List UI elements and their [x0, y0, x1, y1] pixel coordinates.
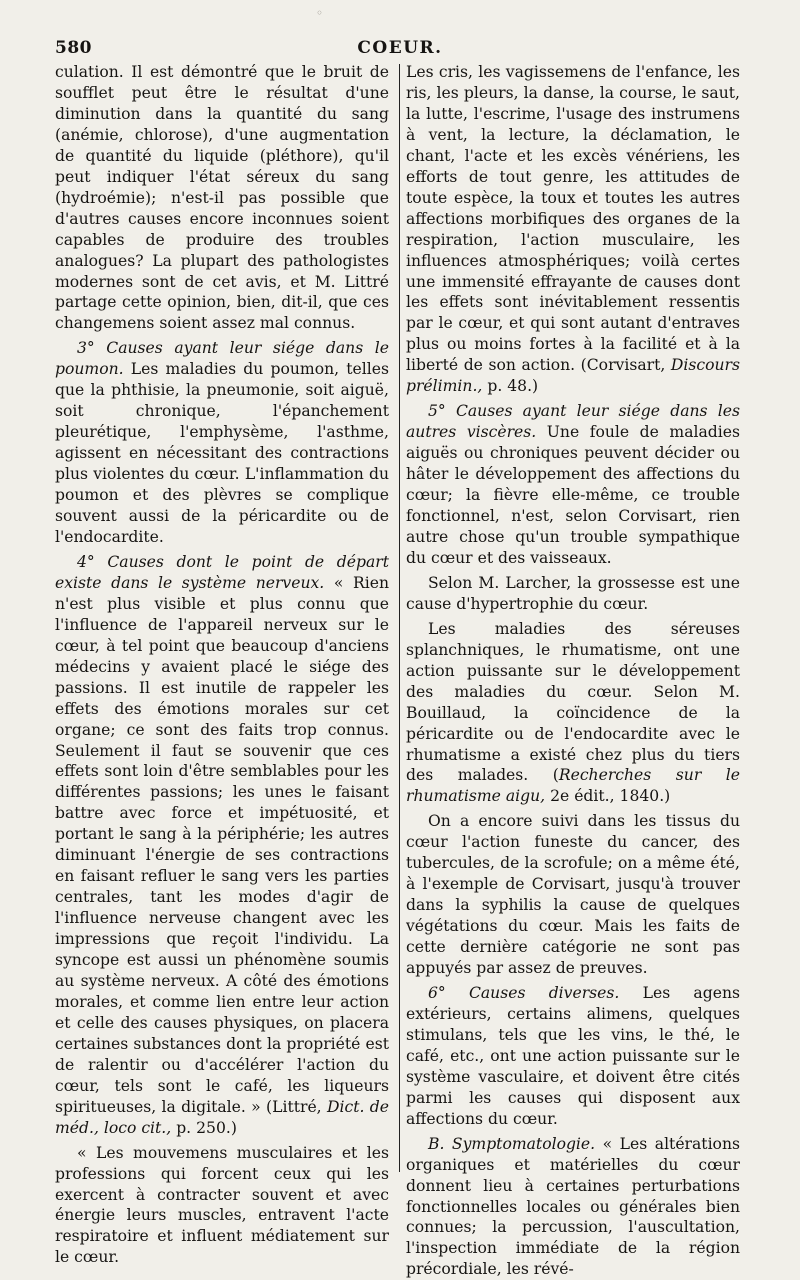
paragraph-text: Une foule de maladies aiguës ou chroniques peuvent décider ou hâter le développement des affections du cœur; la fièvre elle-même, ce trouble fonctionnel, n'est, selon Corvisart, rien autre chose qu'un trouble sympathique du cœur et des vaisseaux.	[406, 423, 740, 567]
section-heading: 6° Causes diverses.	[428, 983, 620, 1002]
right-column	[406, 62, 740, 1280]
section-heading: B. Symptomatologie.	[428, 1134, 596, 1153]
page-ornament: ◦	[316, 6, 324, 20]
paragraph	[406, 811, 740, 979]
paragraph	[406, 62, 740, 397]
paragraph-text: « Les mouvemens musculaires et les professions qui forcent ceux qui les exercent à contracter souvent et avec énergie leurs muscles, entravent l'acte respiratoire et influent médiatement sur le cœur.	[55, 1143, 389, 1267]
left-column	[55, 62, 389, 1268]
section-3-paragraph	[55, 338, 389, 548]
section-4-paragraph	[55, 552, 389, 1139]
paragraph-text: Les agens extérieurs, certains alimens, quelques stimulans, tels que les vins, le thé, le café, etc., ont une action puissante sur le système vasculaire, et doivent être cités parmi les causes qui disposent aux affections du cœur.	[406, 983, 740, 1128]
section-5-paragraph	[406, 401, 740, 569]
citation: Discours prélimin.,	[406, 356, 740, 396]
paragraph-text: Les maladies des séreuses splanchniques, le rhumatisme, ont une action puissante sur le développement des maladies du cœur. Selon M. Bouillaud, la coïncidence de la péricardite ou de l'endocardite avec le rhumatisme a existé chez plus du tiers des malades. (	[406, 619, 740, 785]
column-divider	[399, 64, 400, 1172]
paragraph-text: Les maladies du poumon, telles que la phthisie, la pneumonie, soit aiguë, soit chronique, l'épanchement pleurétique, l'emphysème, l'asthme, agissent en nécessitant des contractions plus violentes du cœur. L'inflammation du poumon et des plèvres se complique souvent aussi de la péricardite ou de l'endocardite.	[55, 360, 389, 546]
paragraph-text: « Rien n'est plus visible et plus connu que l'influence de l'appareil nerveux sur le cœur, à tel point que beaucoup d'anciens médecins y avaient placé le siége des passions. Il est inutile de rappeler les effets des émotions morales sur cet organe; ce sont des faits trop connus. Seulement il faut se souvenir que ces effets sont loin d'être semblables pour les différentes passions; les unes le faisant battre avec force et impétuosité, et portant le sang à la périphérie; les autres diminuant l'énergie de ses contractions en faisant refluer le sang vers les parties centrales, tant les modes d'agir de l'influence nerveuse changent avec les impressions que reçoit l'individu. La syncope est aussi un phénomène soumis au système nerveux. A côté des émotions morales, et comme lien entre leur action et celle des causes physiques, on placera certaines substances dont la propriété est de ralentir ou d'accélérer l'action du cœur, tels sont le café, les liqueurs spiritueuses, la digitale. » (Littré,	[55, 573, 389, 1116]
section-6-paragraph	[406, 983, 740, 1130]
citation-page: p. 250.)	[176, 1118, 237, 1137]
section-heading: 5° Causes ayant leur siége dans les autres viscères.	[406, 402, 740, 442]
paragraph-text: Selon M. Larcher, la grossesse est une cause d'hypertrophie du cœur.	[406, 573, 740, 613]
section-heading: 3° Causes ayant leur siége dans le poumon.	[55, 339, 389, 379]
citation-page: 2e édit., 1840.)	[550, 787, 671, 806]
citation-page: p. 48.)	[487, 377, 539, 396]
paragraph	[55, 62, 389, 334]
paragraph-text: culation. Il est démontré que le bruit de soufflet peut être le résultat d'une diminution dans la quantité du sang (anémie, chlorose), d'une augmentation de quantité du liquide (pléthore), qu'il peut indiquer l'état séreux du sang (hydroémie); n'est-il pas possible que d'autres causes encore inconnues soient capables de produire des troubles analogues? La plupart des pathologistes modernes sont de cet avis, et M. Littré partage cette opinion, bien, dit-il, que ces changemens soient assez mal connus.	[55, 63, 389, 333]
paragraph-text: « Les altérations organiques et matérielles du cœur donnent lieu à certaines perturbations fonctionnelles locales ou générales bien connues; la percussion, l'auscultation, l'inspection immédiate de la région précordiale, les révé-	[406, 1134, 740, 1279]
citation: Recherches sur le rhumatisme aigu,	[406, 766, 740, 806]
page-header	[55, 38, 745, 60]
paragraph	[55, 1143, 389, 1269]
paragraph	[406, 573, 740, 615]
page-number: 580	[55, 38, 92, 58]
paragraph-text: Les cris, les vagissemens de l'enfance, les ris, les pleurs, la danse, la course, le saut, la lutte, l'escrime, l'usage des instrumens à vent, la lecture, la déclamation, le chant, l'acte et les excès vénériens, les efforts de tout genre, les attitudes de toute espèce, la toux et toutes les autres affections morbifiques des organes de la respiration, l'action musculaire, les influences atmosphériques; voilà certes une immensité effrayante de causes dont les effets sont inévitablement ressentis par le cœur, et qui sont autant d'entraves plus ou moins fortes à la facilité et à la liberté de son action. (Corvisart,	[406, 63, 740, 375]
running-head: COEUR.	[357, 38, 443, 58]
section-b-paragraph	[406, 1134, 740, 1280]
section-heading: 4° Causes dont le point de départ existe dans le système nerveux.	[55, 552, 389, 592]
citation: Dict. de méd., loco cit.,	[55, 1097, 389, 1137]
paragraph-text: On a encore suivi dans les tissus du cœur l'action funeste du cancer, des tubercules, de la scrofule; on a même été, à l'exemple de Corvisart, jusqu'à trouver dans la syphilis la cause de quelques végétations du cœur. Mais les faits de cette dernière catégorie ne sont pas appuyés par assez de preuves.	[406, 812, 740, 978]
paragraph	[406, 619, 740, 808]
